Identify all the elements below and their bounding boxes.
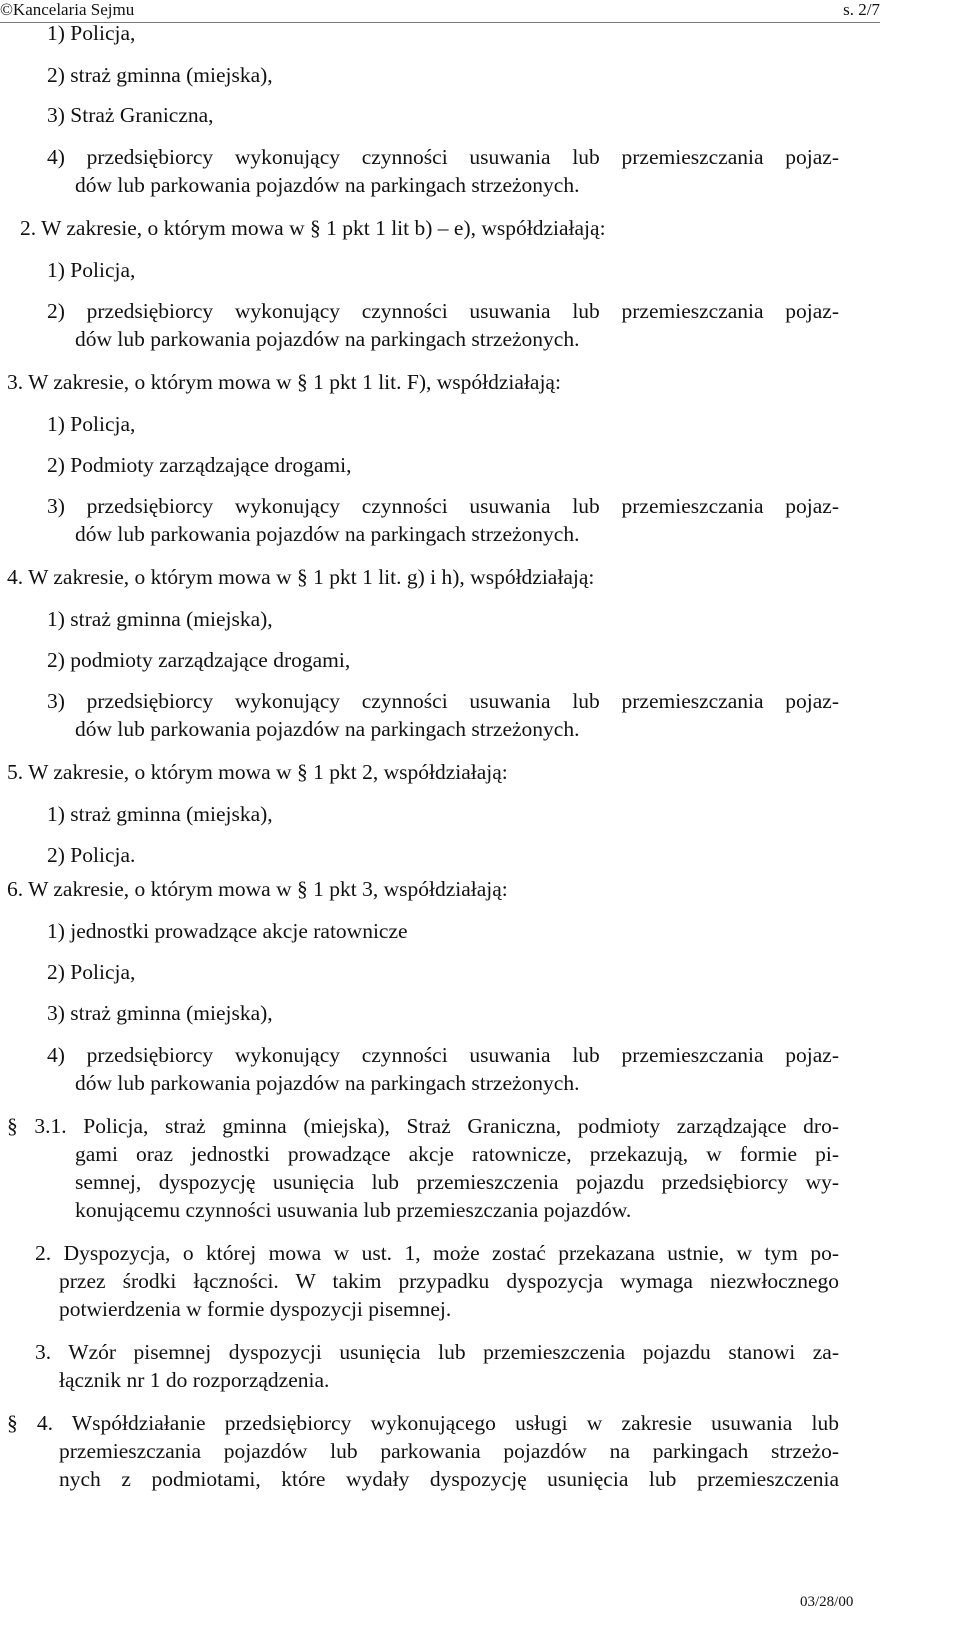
text-line: 6. W zakresie, o którym mowa w § 1 pkt 3, współdziałają:	[7, 877, 508, 901]
text-line: konującemu czynności usuwania lub przemieszczania pojazdów.	[75, 1198, 632, 1222]
text-line: 2) przedsiębiorcy wykonujący czynności usuwania lub przemieszczania pojaz-	[47, 299, 839, 323]
text-line: 3. Wzór pisemnej dyspozycji usunięcia lub przemieszczenia pojazdu stanowi za-	[35, 1340, 839, 1364]
text-line: dów lub parkowania pojazdów na parkingach strzeżonych.	[75, 173, 580, 197]
header-page-number: s. 2/7	[843, 0, 880, 19]
text-line: 3) straż gminna (miejska),	[47, 1001, 273, 1025]
text-line: nych z podmiotami, które wydały dyspozycję usunięcia lub przemieszczenia	[59, 1467, 839, 1491]
text-line: 2) Policja.	[47, 843, 136, 867]
text-line: 2. W zakresie, o którym mowa w § 1 pkt 1 lit b) – e), współdziałają:	[20, 216, 606, 240]
text-line: § 4. Współdziałanie przedsiębiorcy wykonującego usługi w zakresie usuwania lub	[7, 1411, 839, 1435]
text-line: przemieszczania pojazdów lub parkowania pojazdów na parkingach strzeżo-	[59, 1439, 839, 1463]
text-line: 3) przedsiębiorcy wykonujący czynności usuwania lub przemieszczania pojaz-	[47, 494, 839, 518]
text-line: dów lub parkowania pojazdów na parkingach strzeżonych.	[75, 1071, 580, 1095]
text-line: 2) Podmioty zarządzające drogami,	[47, 453, 352, 477]
text-line: 2) straż gminna (miejska),	[47, 63, 273, 87]
text-line: 3) przedsiębiorcy wykonujący czynności usuwania lub przemieszczania pojaz-	[47, 689, 839, 713]
text-line: 1) Policja,	[47, 412, 136, 436]
text-line: 4. W zakresie, o którym mowa w § 1 pkt 1 lit. g) i h), współdziałają:	[7, 565, 595, 589]
text-line: 5. W zakresie, o którym mowa w § 1 pkt 2, współdziałają:	[7, 760, 508, 784]
text-line: 1) Policja,	[47, 258, 136, 282]
text-line: 1) jednostki prowadzące akcje ratownicze	[47, 919, 408, 943]
text-line: dów lub parkowania pojazdów na parkingach strzeżonych.	[75, 522, 580, 546]
text-line: 4) przedsiębiorcy wykonujący czynności usuwania lub przemieszczania pojaz-	[47, 145, 839, 169]
page-footer-code: 03/28/00	[800, 1594, 854, 1610]
text-line: 1) straż gminna (miejska),	[47, 607, 273, 631]
text-line: 2) Policja,	[47, 960, 136, 984]
text-line: 4) przedsiębiorcy wykonujący czynności usuwania lub przemieszczania pojaz-	[47, 1043, 839, 1067]
text-line: dów lub parkowania pojazdów na parkingach strzeżonych.	[75, 717, 580, 741]
text-line: potwierdzenia w formie dyspozycji pisemnej.	[59, 1297, 452, 1321]
text-line: 2. Dyspozycja, o której mowa w ust. 1, może zostać przekazana ustnie, w tym po-	[35, 1241, 839, 1265]
text-line: łącznik nr 1 do rozporządzenia.	[59, 1368, 330, 1392]
text-line: 1) straż gminna (miejska),	[47, 802, 273, 826]
text-line: przez środki łączności. W takim przypadku dyspozycja wymaga niezwłocznego	[59, 1269, 839, 1293]
text-line: 1) Policja,	[47, 21, 136, 45]
header-copyright: ©Kancelaria Sejmu	[0, 0, 135, 19]
text-line: 3) Straż Graniczna,	[47, 103, 214, 127]
text-line: 2) podmioty zarządzające drogami,	[47, 648, 351, 672]
text-line: § 3.1. Policja, straż gminna (miejska), Straż Graniczna, podmioty zarządzające dro-	[7, 1114, 839, 1138]
text-line: semnej, dyspozycję usunięcia lub przemieszczenia pojazdu przedsiębiorcy wy-	[75, 1170, 839, 1194]
text-line: 3. W zakresie, o którym mowa w § 1 pkt 1 lit. F), współdziałają:	[7, 370, 561, 394]
text-line: gami oraz jednostki prowadzące akcje ratownicze, przekazują, w formie pi-	[75, 1142, 839, 1166]
text-line: dów lub parkowania pojazdów na parkingach strzeżonych.	[75, 327, 580, 351]
